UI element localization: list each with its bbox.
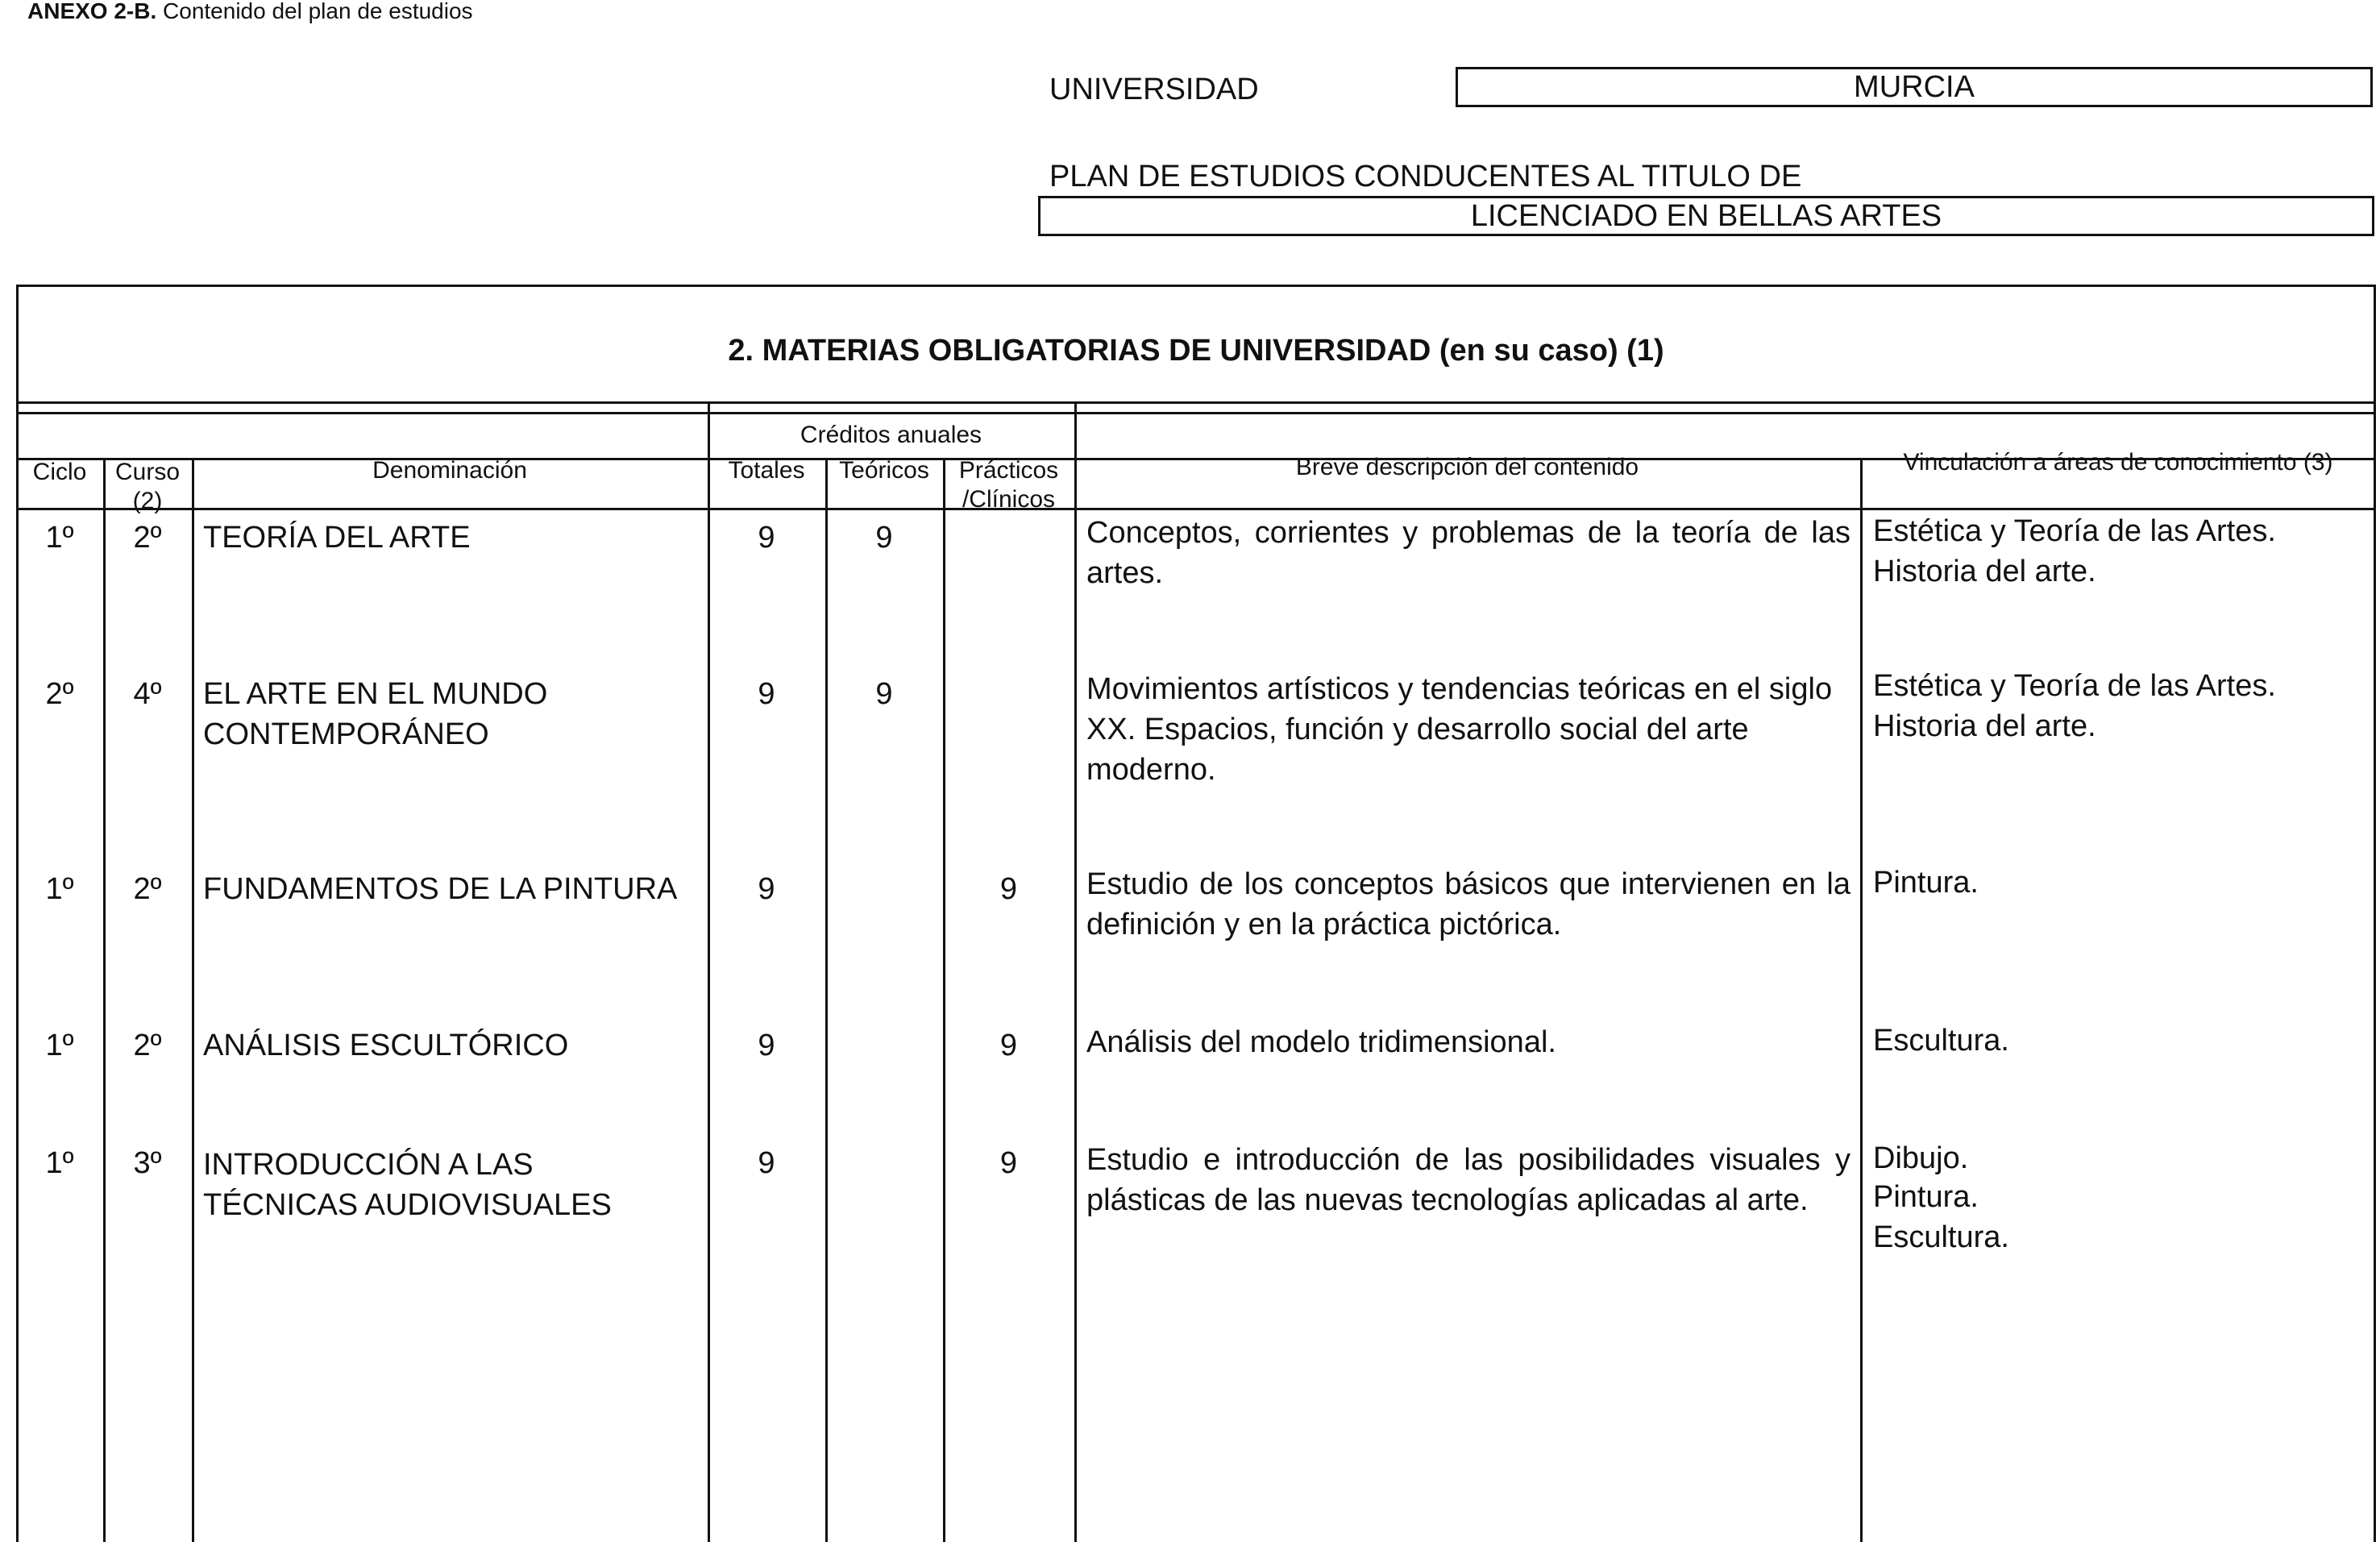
header-totales: Totales — [728, 457, 805, 484]
header-teoricos: Teóricos — [839, 457, 929, 484]
table-row-1-area-2: Historia del arte. — [1873, 555, 2096, 588]
table-row-4-denominacion: ANÁLISIS ESCULTÓRICO — [203, 1029, 569, 1062]
table-row-1-totales: 9 — [758, 521, 775, 555]
table-row-4-descripcion: Análisis del modelo tridimensional. — [1086, 1025, 1556, 1059]
table-row-3-practicos: 9 — [999, 872, 1018, 906]
table-row-4-totales: 9 — [758, 1029, 775, 1062]
table-row-3-area-1: Pintura. — [1873, 866, 1979, 900]
table-row-4-practicos: 9 — [999, 1029, 1018, 1062]
table-row-2-teoricos: 9 — [875, 677, 893, 711]
table-row-2-descripcion: Movimientos artísticos y tendencias teóricas en el siglo XX. Espacios, función y desarrollo social del arte moderno. — [1086, 672, 1833, 787]
table-row-1-denominacion: TEORÍA DEL ARTE — [203, 521, 471, 555]
table-row-4-ciclo: 1º — [45, 1029, 74, 1062]
rule-col-ciclo — [103, 458, 106, 1542]
rule-col-curso — [192, 458, 194, 1542]
table-row-1-teoricos: 9 — [875, 521, 893, 555]
annex-description: Contenido del plan de estudios — [156, 0, 473, 23]
rule-col-teoricos — [943, 458, 945, 1542]
rule-col-descripcion — [1860, 458, 1863, 1542]
table-row-2-totales: 9 — [758, 677, 775, 711]
annex-title — [27, 0, 473, 23]
table-row-1-ciclo: 1º — [45, 521, 74, 555]
rule-group-bottom — [16, 401, 1074, 404]
header-creditos: Créditos anuales — [800, 422, 982, 448]
table-row-3-curso: 2º — [133, 872, 162, 906]
university-label: UNIVERSIDAD — [1049, 73, 1259, 106]
table-row-5-denominacion-line-2: TÉCNICAS AUDIOVISUALES — [203, 1188, 612, 1222]
table-row-4-area-1: Escultura. — [1873, 1024, 2009, 1058]
table-row-5-ciclo: 1º — [45, 1146, 74, 1180]
annex-label: ANEXO 2-B. — [27, 0, 157, 23]
table-row-3-descripcion: Estudio de los conceptos básicos que intervienen en la definición y en la práctica pictórica. — [1086, 867, 1850, 941]
table-row-5-area-2: Pintura. — [1873, 1180, 1979, 1214]
table-row-1-area-1: Estética y Teoría de las Artes. — [1873, 514, 2276, 548]
header-denominacion: Denominación — [372, 457, 527, 484]
table-row-5-curso: 3º — [133, 1146, 162, 1180]
degree-field: LICENCIADO EN BELLAS ARTES — [1038, 196, 2374, 236]
table-row-2-curso: 4º — [133, 677, 162, 711]
rule-col-practicos — [1074, 401, 1077, 1542]
table-row-5-descripcion: Estudio e introducción de las posibilidades visuales y plásticas de las nuevas tecnologías aplicadas al arte. — [1086, 1143, 1850, 1217]
rule-right-header — [1074, 401, 2376, 404]
header-clinicos: /Clínicos — [962, 486, 1056, 513]
table-row-2-denominacion-line-1: EL ARTE EN EL MUNDO — [203, 677, 548, 711]
table-row-2-ciclo: 2º — [45, 677, 74, 711]
rule-col-totales — [825, 458, 828, 1542]
section-heading: 2. MATERIAS OBLIGATORIAS DE UNIVERSIDAD (en su caso) (1) — [19, 287, 2374, 414]
table-row-3-denominacion: FUNDAMENTOS DE LA PINTURA — [203, 872, 678, 906]
table-row-5-denominacion-line-1: INTRODUCCIÓN A LAS — [203, 1148, 534, 1182]
table-row-5-area-3: Escultura. — [1873, 1220, 2009, 1254]
table-row-2-area-2: Historia del arte. — [1873, 709, 2096, 743]
header-curso-note: (2) — [132, 488, 163, 514]
header-curso: Curso — [114, 459, 181, 485]
header-practicos: Prácticos — [958, 457, 1059, 484]
table-row-5-totales: 9 — [758, 1146, 775, 1180]
table-row-4-curso: 2º — [133, 1029, 162, 1062]
header-ciclo: Ciclo — [32, 459, 87, 485]
header-descripcion: Breve descripción del contenido — [1295, 454, 1639, 480]
university-field: MURCIA — [1456, 67, 2373, 107]
table-row-1-descripcion: Conceptos, corrientes y problemas de la teoría de las artes. — [1086, 516, 1850, 590]
header-vinculacion: Vinculación a áreas de conocimiento (3) — [1903, 449, 2333, 476]
plan-label: PLAN DE ESTUDIOS CONDUCENTES AL TITULO DE — [1049, 160, 1802, 193]
rule-col-denominacion — [708, 401, 710, 1542]
table-row-2-denominacion-line-2: CONTEMPORÁNEO — [203, 717, 489, 751]
table-row-3-totales: 9 — [758, 872, 775, 906]
table-row-1-curso: 2º — [133, 521, 162, 555]
rule-header-bottom — [16, 508, 2376, 510]
table-row-2-area-1: Estética y Teoría de las Artes. — [1873, 669, 2276, 703]
table-row-3-ciclo: 1º — [45, 872, 74, 906]
table-row-5-area-1: Dibujo. — [1873, 1141, 1969, 1175]
table-row-5-practicos: 9 — [999, 1146, 1018, 1180]
